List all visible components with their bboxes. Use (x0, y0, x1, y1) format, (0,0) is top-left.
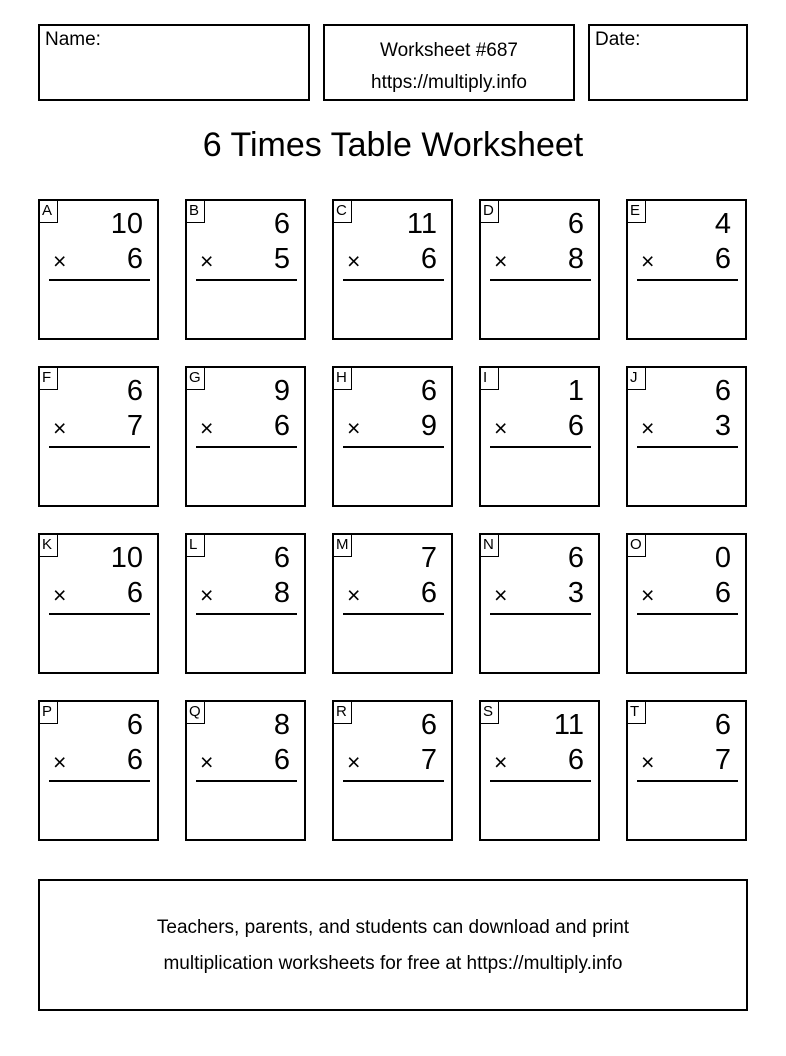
problem-label: F (39, 367, 58, 390)
problem-card[interactable] (332, 366, 453, 507)
problem-card[interactable] (479, 366, 600, 507)
problem-label: Q (186, 701, 205, 724)
worksheet-website: https://multiply.info (371, 72, 527, 93)
multiplier: 8 (273, 577, 290, 609)
footer-line-1: Teachers, parents, and students can download and print (156, 917, 630, 938)
multiplicand: 11 (406, 208, 437, 240)
problem-card[interactable] (626, 533, 747, 674)
multiplier: 7 (126, 410, 143, 442)
multiplier: 3 (567, 577, 584, 609)
answer-line (49, 446, 150, 448)
times-sign-icon: × (200, 248, 214, 274)
multiplier: 6 (714, 577, 731, 609)
problem-label: O (627, 534, 646, 557)
multiplier: 5 (273, 243, 290, 275)
problem-label: S (480, 701, 499, 724)
times-sign-icon: × (494, 248, 508, 274)
problem-label: R (333, 701, 352, 724)
times-sign-icon: × (53, 749, 67, 775)
problem-card[interactable] (38, 366, 159, 507)
problem-label: I (480, 367, 499, 390)
multiplicand: 4 (714, 208, 731, 240)
multiplier: 6 (714, 243, 731, 275)
times-sign-icon: × (494, 582, 508, 608)
multiplier: 6 (273, 744, 290, 776)
problem-card[interactable] (38, 533, 159, 674)
page-title: 6 Times Table Worksheet (202, 126, 584, 164)
multiplicand: 10 (110, 542, 143, 574)
answer-line (343, 780, 444, 782)
multiplier: 6 (273, 410, 290, 442)
problem-label: P (39, 701, 58, 724)
times-sign-icon: × (641, 415, 655, 441)
answer-line (637, 780, 738, 782)
answer-line (49, 780, 150, 782)
problem-label: E (627, 200, 646, 223)
times-sign-icon: × (53, 415, 67, 441)
multiplicand: 6 (420, 709, 437, 741)
times-sign-icon: × (347, 749, 361, 775)
answer-line (196, 780, 297, 782)
times-sign-icon: × (200, 749, 214, 775)
answer-line (490, 279, 591, 281)
problem-card[interactable] (185, 199, 306, 340)
multiplier: 6 (126, 577, 143, 609)
multiplier: 6 (567, 744, 584, 776)
multiplicand: 9 (273, 375, 290, 407)
problem-label: K (39, 534, 58, 557)
problem-label: G (186, 367, 205, 390)
problem-label: C (333, 200, 352, 223)
problem-label: N (480, 534, 499, 557)
multiplicand: 6 (567, 542, 584, 574)
times-sign-icon: × (641, 248, 655, 274)
answer-line (196, 446, 297, 448)
multiplicand: 6 (273, 542, 290, 574)
times-sign-icon: × (494, 415, 508, 441)
footer-box (38, 879, 748, 1011)
problem-card[interactable] (626, 199, 747, 340)
answer-line (343, 613, 444, 615)
multiplicand: 6 (273, 208, 290, 240)
problem-label: L (186, 534, 205, 557)
times-sign-icon: × (53, 582, 67, 608)
times-sign-icon: × (641, 582, 655, 608)
problem-card[interactable] (185, 533, 306, 674)
times-sign-icon: × (347, 415, 361, 441)
answer-line (490, 446, 591, 448)
multiplicand: 6 (126, 375, 143, 407)
answer-line (637, 279, 738, 281)
problem-card[interactable] (332, 533, 453, 674)
worksheet-number: Worksheet #687 (379, 40, 518, 61)
multiplicand: 1 (567, 375, 584, 407)
multiplicand: 0 (714, 542, 731, 574)
times-sign-icon: × (53, 248, 67, 274)
multiplier: 6 (567, 410, 584, 442)
answer-line (196, 613, 297, 615)
answer-line (637, 446, 738, 448)
multiplicand: 6 (714, 375, 731, 407)
multiplier: 6 (126, 744, 143, 776)
problem-label: A (39, 200, 58, 223)
multiplier: 7 (714, 744, 731, 776)
problem-card[interactable] (38, 700, 159, 841)
problem-card[interactable] (185, 366, 306, 507)
answer-line (343, 279, 444, 281)
multiplier: 6 (126, 243, 143, 275)
answer-line (49, 279, 150, 281)
problem-card[interactable] (38, 199, 159, 340)
multiplier: 8 (567, 243, 584, 275)
problem-label: H (333, 367, 352, 390)
multiplier: 6 (420, 577, 437, 609)
multiplicand: 6 (567, 208, 584, 240)
multiplicand: 6 (420, 375, 437, 407)
times-sign-icon: × (200, 582, 214, 608)
times-sign-icon: × (200, 415, 214, 441)
multiplicand: 11 (553, 709, 584, 741)
problem-card[interactable] (626, 366, 747, 507)
multiplicand: 10 (110, 208, 143, 240)
problem-card[interactable] (479, 533, 600, 674)
times-sign-icon: × (347, 248, 361, 274)
problem-label: M (333, 534, 352, 557)
multiplicand: 8 (273, 709, 290, 741)
times-sign-icon: × (494, 749, 508, 775)
footer-line-2: multiplication worksheets for free at https://multiply.info (163, 953, 623, 974)
answer-line (343, 446, 444, 448)
name-label: Name: (45, 29, 101, 50)
answer-line (49, 613, 150, 615)
multiplicand: 6 (126, 709, 143, 741)
multiplier: 3 (714, 410, 731, 442)
answer-line (490, 780, 591, 782)
times-sign-icon: × (641, 749, 655, 775)
problem-label: D (480, 200, 499, 223)
problem-card[interactable] (626, 700, 747, 841)
multiplier: 6 (420, 243, 437, 275)
problem-card[interactable] (479, 700, 600, 841)
times-sign-icon: × (347, 582, 361, 608)
answer-line (196, 279, 297, 281)
problem-label: J (627, 367, 646, 390)
multiplier: 7 (420, 744, 437, 776)
problem-label: T (627, 701, 646, 724)
problem-label: B (186, 200, 205, 223)
problem-card[interactable] (185, 700, 306, 841)
multiplicand: 6 (714, 709, 731, 741)
answer-line (637, 613, 738, 615)
multiplicand: 7 (420, 542, 437, 574)
date-label: Date: (595, 29, 641, 50)
multiplier: 9 (420, 410, 437, 442)
problem-card[interactable] (332, 700, 453, 841)
problem-card[interactable] (332, 199, 453, 340)
problem-card[interactable] (479, 199, 600, 340)
answer-line (490, 613, 591, 615)
